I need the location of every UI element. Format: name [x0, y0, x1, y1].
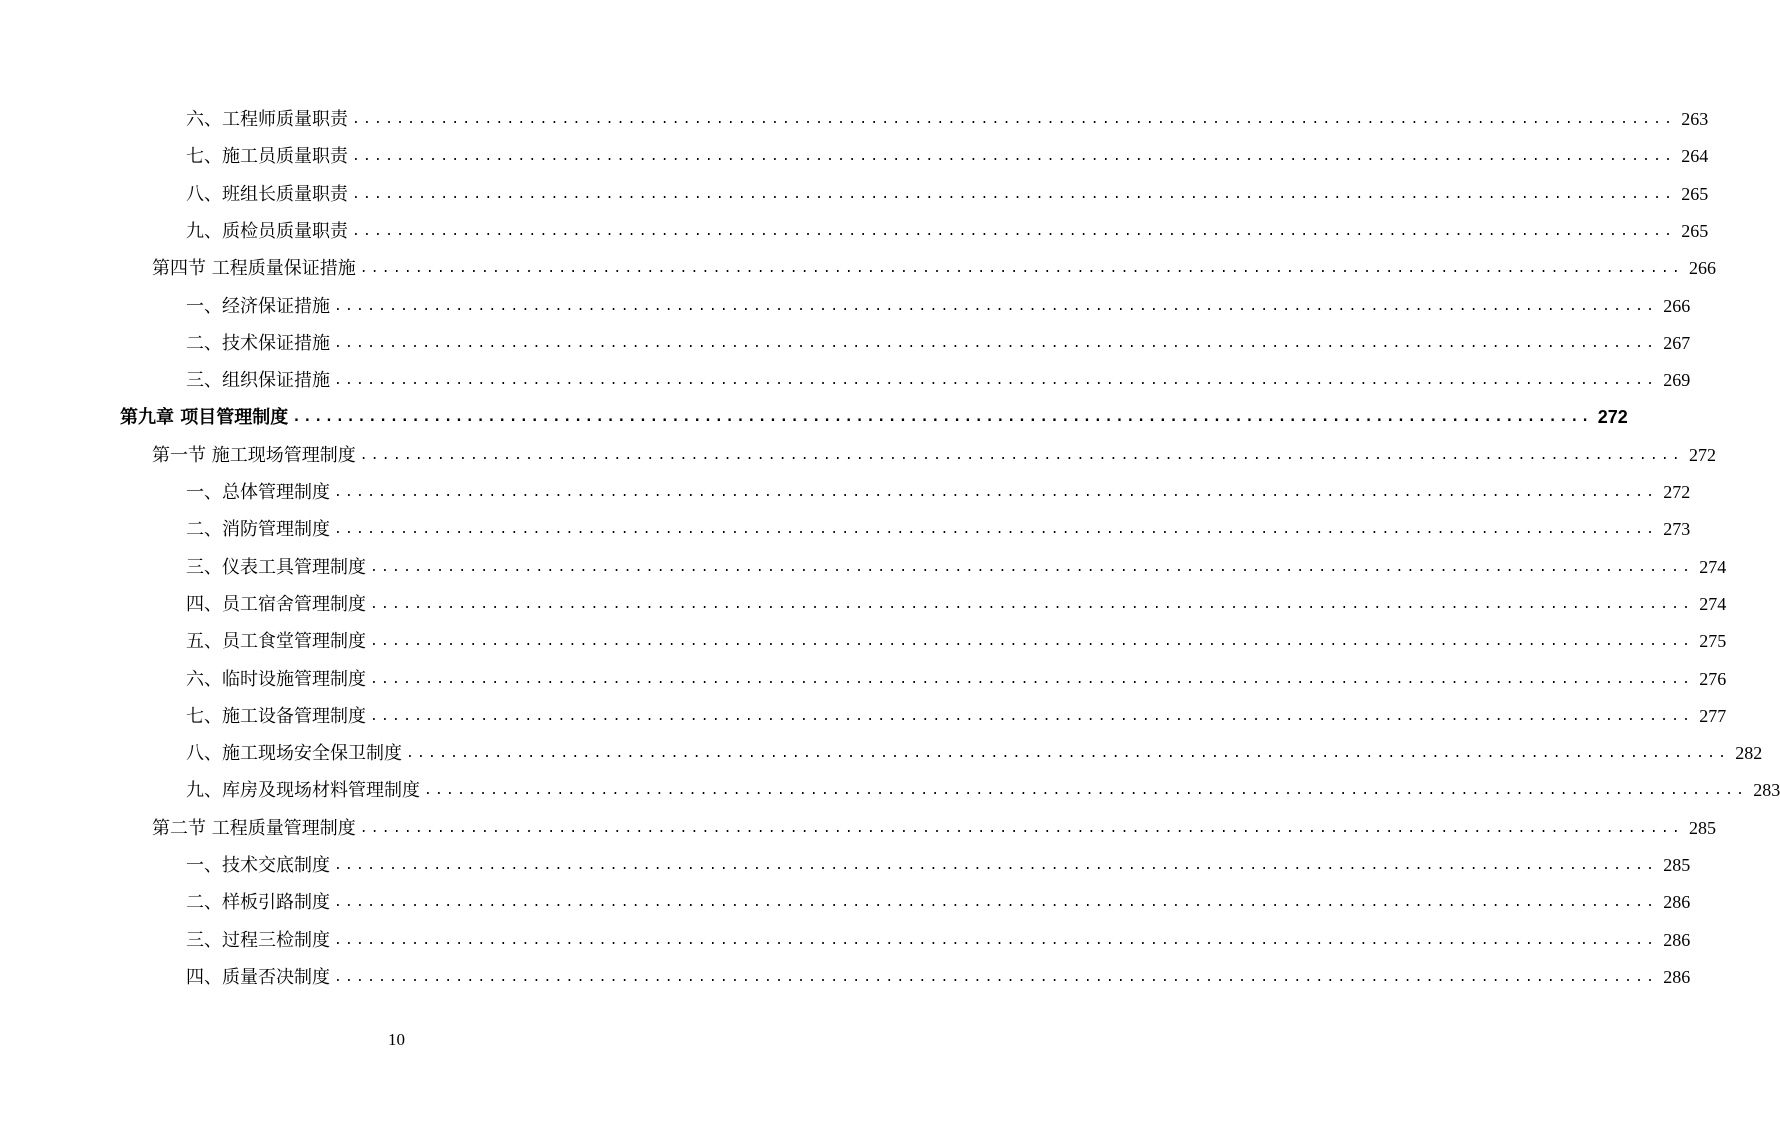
toc-leader-dots: ........................................................................................................................ [334, 298, 1658, 314]
toc-entry-label: 一、经济保证措施 [186, 295, 330, 317]
toc-entry-page: 282 [1735, 743, 1763, 764]
toc-entry[interactable] [186, 661, 1727, 698]
toc-entry-page: 275 [1699, 631, 1727, 652]
toc-leader-dots: ........................................................................................................................ [334, 895, 1658, 911]
toc-leader-dots: ........................................................................................................................ [352, 149, 1676, 165]
toc-entry-page: 285 [1663, 855, 1691, 875]
toc-entry-label: 二、消防管理制度 [186, 519, 330, 541]
toc-entry-label: 三、仪表工具管理制度 [186, 556, 366, 578]
toc-leader-dots: ........................................................................................................................ [334, 522, 1658, 538]
toc-leader-dots: ........................................................................................................................ [370, 671, 1694, 687]
toc-entry-page: 276 [1699, 668, 1727, 689]
toc-entry[interactable] [186, 922, 1691, 959]
toc-entry-page: 269 [1663, 370, 1691, 391]
toc-entry[interactable] [186, 474, 1691, 511]
toc-entry[interactable] [186, 698, 1727, 735]
toc-entry[interactable] [186, 511, 1691, 548]
toc-entry-page: 272 [1663, 482, 1691, 502]
toc-chapter-entry[interactable] [120, 399, 1628, 436]
toc-entry[interactable] [186, 884, 1691, 921]
toc-entry-page: 272 [1597, 407, 1628, 428]
toc-entry-label: 第二节 工程质量管理制度 [152, 817, 356, 839]
page-number: 10 [388, 1030, 405, 1049]
toc-entry[interactable] [186, 288, 1691, 325]
toc-entry-label: 第九章 项目管理制度 [120, 407, 289, 429]
toc-entry-label: 五、员工食堂管理制度 [186, 631, 366, 653]
toc-leader-dots: ........................................................................................................................ [292, 409, 1592, 426]
toc-leader-dots: ........................................................................................................................ [334, 969, 1658, 985]
toc-entry-label: 九、质检员质量职责 [186, 220, 348, 242]
toc-leader-dots: ........................................................................................................................ [406, 746, 1730, 762]
toc-leader-dots: ........................................................................................................................ [334, 485, 1658, 500]
toc-entry-page: 286 [1663, 929, 1691, 950]
toc-leader-dots: ........................................................................................................................ [334, 858, 1658, 873]
toc-entry-page: 274 [1699, 593, 1727, 614]
toc-leader-dots: ........................................................................................................................ [424, 783, 1748, 799]
toc-entry[interactable] [186, 847, 1691, 884]
toc-entry-label: 二、技术保证措施 [186, 332, 330, 354]
toc-leader-dots: ........................................................................................................................ [370, 634, 1694, 650]
toc-leader-dots: ........................................................................................................................ [334, 373, 1658, 389]
toc-entry[interactable] [186, 213, 1709, 250]
toc-entry[interactable] [186, 623, 1727, 660]
toc-entry-page: 272 [1688, 444, 1716, 465]
toc-leader-dots: ........................................................................................................................ [359, 447, 1683, 463]
toc-entry-label: 九、库房及现场材料管理制度 [186, 780, 420, 802]
toc-entry-page: 274 [1699, 556, 1727, 577]
toc-leader-dots: ........................................................................................................................ [334, 932, 1658, 948]
toc-entry-label: 第四节 工程质量保证措施 [152, 258, 356, 280]
toc-entry[interactable] [186, 549, 1727, 586]
toc-entry[interactable] [186, 772, 1780, 809]
toc-entry-label: 三、过程三检制度 [186, 929, 330, 951]
toc-leader-dots: ........................................................................................................................ [352, 223, 1676, 239]
toc-entry-label: 八、班组长质量职责 [186, 183, 348, 205]
toc-entry-label: 三、组织保证措施 [186, 370, 330, 392]
toc-entry[interactable] [186, 735, 1763, 772]
toc-leader-dots: ........................................................................................................................ [352, 186, 1676, 202]
toc-entry[interactable] [186, 959, 1691, 996]
toc-leader-dots: ........................................................................................................................ [352, 112, 1676, 127]
toc-entry-page: 265 [1681, 220, 1709, 241]
toc-entry-label: 二、样板引路制度 [186, 892, 330, 914]
toc-leader-dots: ........................................................................................................................ [370, 559, 1694, 575]
toc-entry[interactable] [186, 101, 1709, 138]
toc-leader-dots: ........................................................................................................................ [370, 708, 1694, 724]
toc-entry-label: 四、员工宿舍管理制度 [186, 593, 366, 615]
toc-entry[interactable] [186, 176, 1709, 213]
toc-entry-page: 267 [1663, 332, 1691, 353]
toc-leader-dots: ........................................................................................................................ [334, 335, 1658, 351]
toc-entry[interactable] [186, 362, 1691, 399]
toc-entry[interactable] [186, 138, 1709, 175]
toc-leader-dots: ........................................................................................................................ [370, 596, 1694, 612]
toc-entry-page: 286 [1663, 966, 1691, 987]
toc-entry-label: 七、施工设备管理制度 [186, 705, 366, 727]
toc-entry-page: 263 [1681, 109, 1709, 129]
toc-entry-page: 264 [1681, 146, 1709, 167]
toc-entry-page: 265 [1681, 183, 1709, 204]
toc-leader-dots: ........................................................................................................................ [359, 261, 1683, 277]
toc-entry-label: 七、施工员质量职责 [186, 146, 348, 168]
toc-section-entry[interactable] [152, 810, 1716, 847]
toc-entry-label: 一、技术交底制度 [186, 855, 330, 876]
toc-entry-label: 八、施工现场安全保卫制度 [186, 743, 402, 765]
toc-entry-label: 六、工程师质量职责 [186, 109, 348, 130]
toc-entry-page: 277 [1699, 705, 1727, 726]
toc-entry-page: 283 [1753, 780, 1780, 801]
toc-entry-page: 273 [1663, 519, 1691, 540]
toc-entry-label: 一、总体管理制度 [186, 482, 330, 503]
toc-entry-label: 四、质量否决制度 [186, 966, 330, 988]
toc-entry[interactable] [186, 586, 1727, 623]
toc-entry-label: 第一节 施工现场管理制度 [152, 444, 356, 466]
toc-leader-dots: ........................................................................................................................ [359, 820, 1683, 836]
toc-entry-page: 285 [1688, 817, 1716, 838]
toc-entry[interactable] [186, 325, 1691, 362]
toc-entry-label: 六、临时设施管理制度 [186, 668, 366, 690]
toc-section-entry[interactable] [152, 250, 1716, 287]
toc-entry-page: 266 [1688, 258, 1716, 279]
toc-entry-page: 266 [1663, 295, 1691, 316]
toc-section-entry[interactable] [152, 437, 1716, 474]
toc-entry-page: 286 [1663, 892, 1691, 913]
